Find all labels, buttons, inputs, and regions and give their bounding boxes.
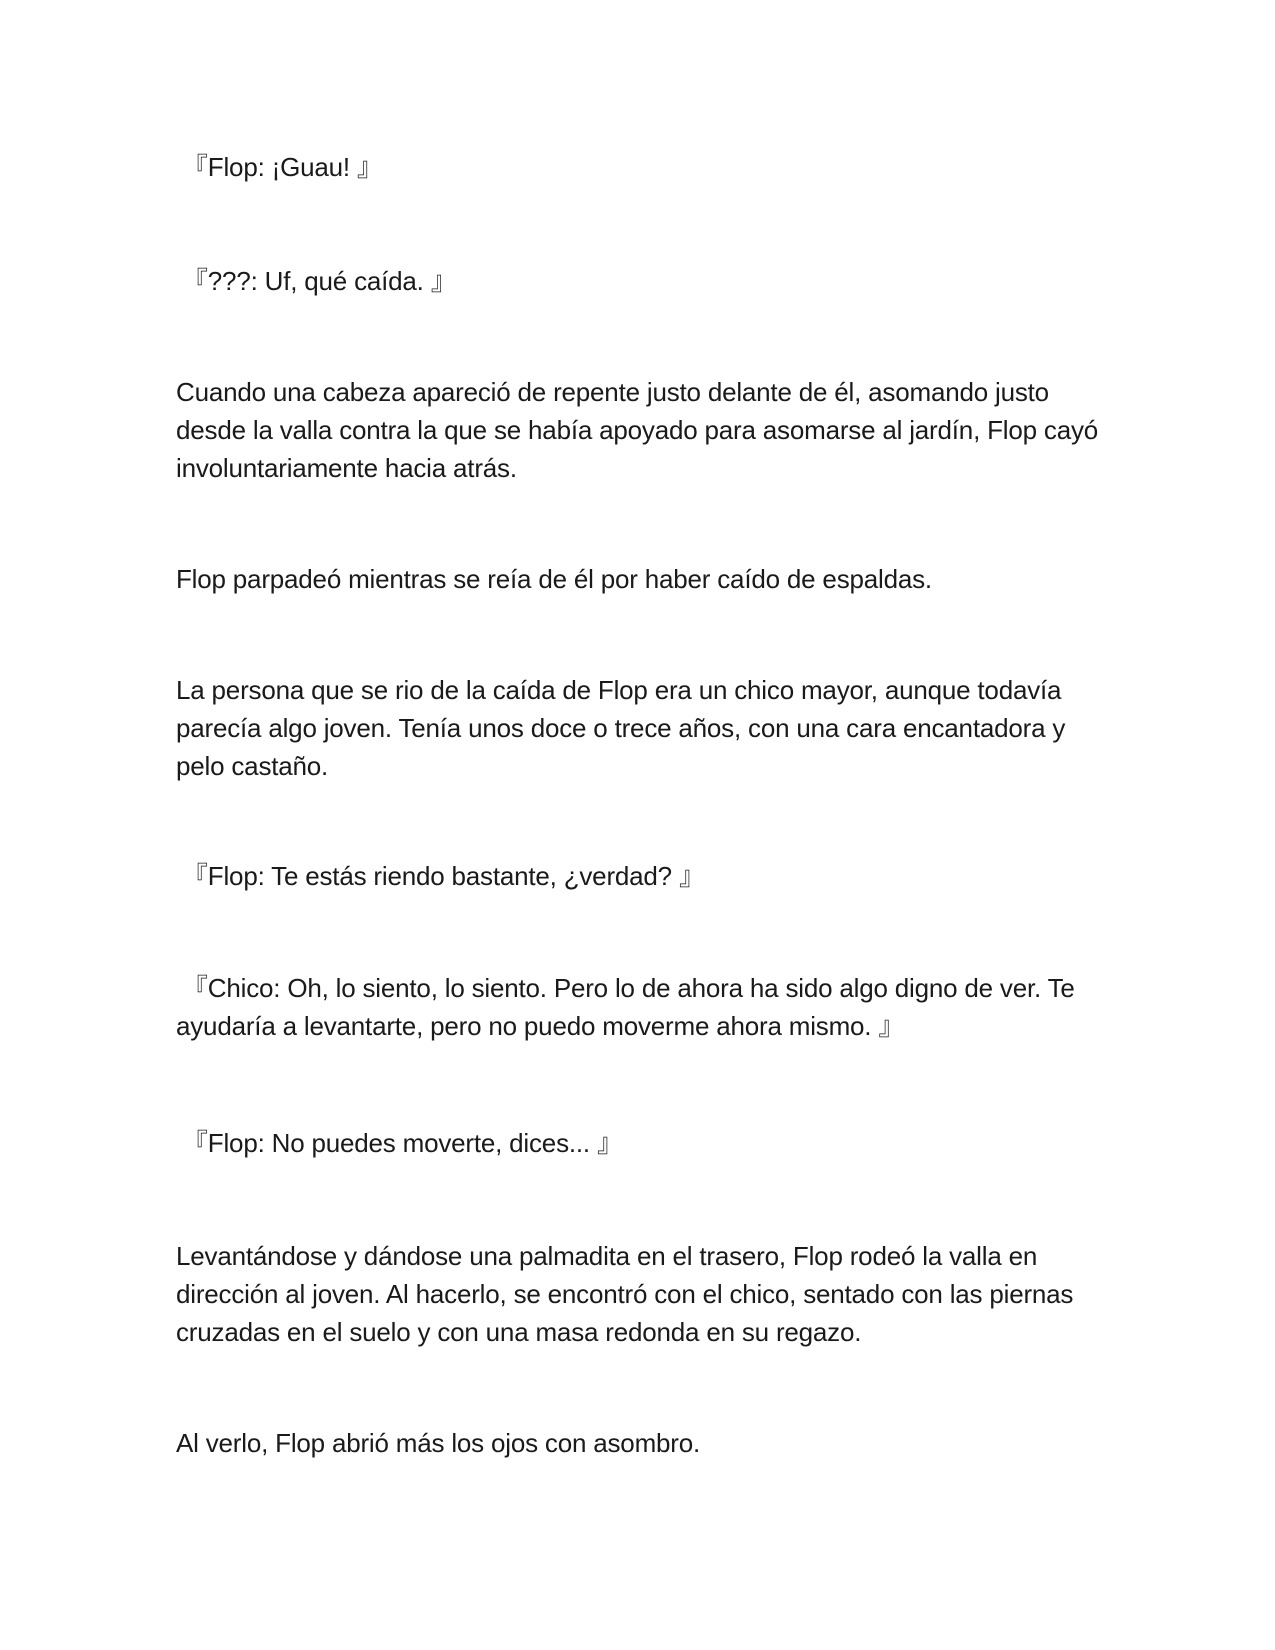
dialogue-line: 『Flop: ¡Guau! 』	[182, 152, 383, 182]
dialogue-line: 『Flop: No puedes moverte, dices... 』	[182, 1128, 623, 1158]
dialogue-line: 『Flop: Te estás riendo bastante, ¿verdad? 』	[182, 861, 705, 891]
narration-paragraph: Al verlo, Flop abrió más los ojos con asombro.	[176, 1428, 701, 1458]
dialogue-line: 『Chico: Oh, lo siento, lo siento. Pero lo de ahora ha sido algo digno de ver. Te ayudaría a levantarte, pero no puedo moverme ahora mismo. 』	[176, 973, 1075, 1041]
narration-paragraph: Cuando una cabeza apareció de repente justo delante de él, asomando justo desde la valla contra la que se había apoyado para asomarse al jardín, Flop cayó involuntariamente hacia atrás.	[176, 377, 1099, 483]
narration-paragraph: Flop parpadeó mientras se reía de él por haber caído de espaldas.	[176, 564, 932, 594]
dialogue-line: 『???: Uf, qué caída. 』	[182, 266, 457, 296]
narration-paragraph: Levantándose y dándose una palmadita en el trasero, Flop rodeó la valla en dirección al joven. Al hacerlo, se encontró con el chico, sentado con las piernas cruzadas en el suelo y con una masa redonda en su regazo.	[176, 1241, 1074, 1347]
narration-paragraph: La persona que se rio de la caída de Flop era un chico mayor, aunque todavía parecía algo joven. Tenía unos doce o trece años, con una cara encantadora y pelo castaño.	[176, 675, 1066, 781]
